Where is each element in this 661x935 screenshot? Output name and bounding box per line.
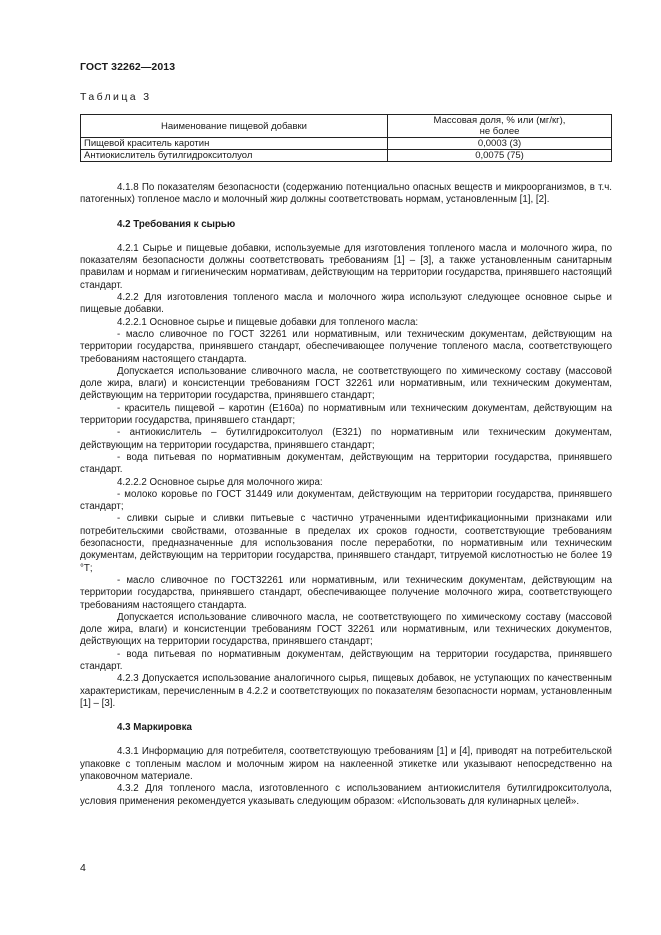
paragraph-4-2-3: 4.2.3 Допускается использование аналогичного сырья, пищевых добавок, не уступающих по качественным характеристикам, перечисленным в 4.2.2 и соответствующих по показателям безопасности нормам, установленным [1] – [3]. — [80, 673, 612, 709]
list-item: - вода питьевая по нормативным документам, действующим на территории государства, принявшего стандарт. — [80, 451, 612, 476]
page-number: 4 — [80, 862, 86, 874]
table-row — [81, 138, 612, 150]
document-code-header: ГОСТ 32262—2013 — [80, 61, 176, 73]
list-item: - антиокислитель – бутилгидрокситолуол (Е321) по нормативным или техническим документам, действующим на территории государства, принявшего стандарт; — [80, 427, 612, 451]
table-row — [81, 150, 612, 162]
paragraph-4-2-2-2: 4.2.2.2 Основное сырье для молочного жира: — [117, 476, 323, 488]
table-header-additive: Наименование пищевой добавки — [81, 115, 388, 138]
paragraph-4-3-2: 4.3.2 Для топленого масла, изготовленного с использованием антиокислителя бутилгидрокситолуола, условия применения рекомендуется указывать следующим образом: «Использовать для кулинарных целей». — [80, 783, 612, 807]
paragraph-4-3-1: 4.3.1 Информацию для потребителя, соответствующую требованиям [1] и [4], приводят на потребительской упаковке с топленым маслом и молочным жиром на наклеенной этикетке или указывают непосредственно на упаковочном материале. — [80, 746, 612, 783]
list-item: - молоко коровье по ГОСТ 31449 или документам, действующим на территории государства, принявшего стандарт; — [80, 488, 612, 513]
paragraph-4-2-1: 4.2.1 Сырье и пищевые добавки, используемые для изготовления топленого масла и молочного жира, по показателям безопасности должны соответствовать требованиям [1] – [3], а также установленным санитарным правилам и нормам и гигиеническим нормативам, действующим на территории государства, принявшего настоящий стандарт. — [80, 242, 612, 291]
paragraph-4-2-2: 4.2.2 Для изготовления топленого масла и молочного жира используют следующее основное сырье и пищевые добавки. — [80, 292, 612, 316]
paragraph-permission: Допускается использование сливочного масла, не соответствующего по химическому составу (массовой доле жира, влаги) и консистенции требованиям ГОСТ 32261 или нормативным, или техническим документам, действующим на территории государства, принявшего стандарт; — [80, 365, 612, 402]
paragraph-4-2-2-1: 4.2.2.1 Основное сырье и пищевые добавки для топленого масла: — [117, 316, 419, 328]
table-cell-name: Антиокислитель бутилгидрокситолуол — [81, 150, 388, 162]
paragraph-permission: Допускается использование сливочного масла, не соответствующего по химическому составу (массовой доле жира, влаги) и консистенции требованиям ГОСТ 32261 или нормативным, или технических документов, действующих на территории государства, принявшего стандарт; — [80, 611, 612, 648]
list-item: - сливки сырые и сливки питьевые с частично утраченными идентификационными признаками или потребительскими свойствами, отозванные в пределах их сроков годности, соответствующие требованиям безопасности, предназначенные для использования после переработки, по нормативным или техническим документам, действующим на территории государства, принявшего стандарт, титруемой кислотностью не более 19 °Т; — [80, 513, 612, 574]
table-cell-value: 0,0075 (75) — [388, 150, 612, 162]
document-body — [80, 182, 612, 808]
paragraph-4-1-8: 4.1.8 По показателям безопасности (содержанию потенциально опасных веществ и микроорганизмов, в т.ч. патогенных) топленое масло и молочный жир должны соответствовать нормам, установленным [1], [2]. — [80, 182, 612, 206]
header-line-2: не более — [479, 126, 520, 137]
list-item: - масло сливочное по ГОСТ32261 или нормативным, или техническим документам, действующим на территории государства, принявшего стандарт, обеспечивающее получение молочного жира, соответствующего требованиям настоящего стандарта. — [80, 574, 612, 611]
section-heading-4-2: 4.2 Требования к сырью — [117, 218, 236, 230]
section-heading-4-3: 4.3 Маркировка — [117, 722, 192, 734]
list-item: - вода питьевая по нормативным документам, действующим на территории государства, принявшего стандарт. — [80, 648, 612, 672]
table-cell-name: Пищевой краситель каротин — [81, 138, 388, 150]
table-header-mass-fraction — [388, 115, 612, 138]
table-header-row — [81, 115, 612, 138]
additives-table — [80, 114, 612, 162]
header-line-1: Массовая доля, % или (мг/кг), — [433, 115, 566, 126]
list-item: - краситель пищевой – каротин (Е160а) по нормативным или техническим документам, действующим на территории государства, принявшего стандарт; — [80, 402, 612, 427]
list-item: - масло сливочное по ГОСТ 32261 или нормативным, или техническим документам, действующим на территории государства, принявшего стандарт, обеспечивающее получение топленого масла, соответствующего требованиям настоящего стандарта. — [80, 328, 612, 365]
table-cell-value: 0,0003 (3) — [388, 138, 612, 150]
table-caption: Таблица 3 — [80, 91, 152, 103]
